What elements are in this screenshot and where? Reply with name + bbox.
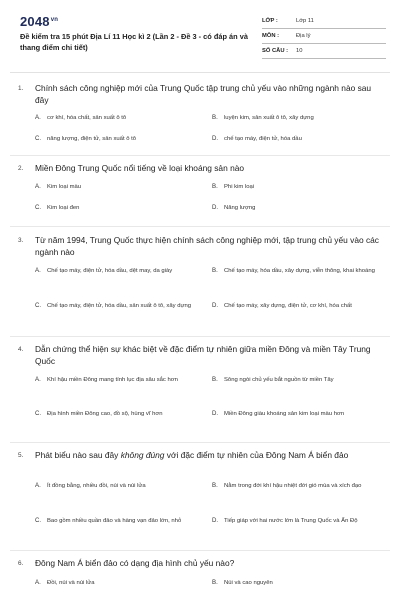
question-3: [18, 234, 382, 309]
option-text: cơ khí, hóa chất, sản xuất ô tô: [47, 115, 127, 121]
option-text: Chế tạo máy, điện tử, hóa dầu, sản xuất ô tô, xây dựng: [47, 303, 192, 309]
question-separator: [10, 442, 390, 443]
logo-text: 2048: [20, 14, 50, 29]
option-text: luyện kim, sản xuất ô tô, xây dựng: [224, 115, 314, 121]
option-a[interactable]: [35, 183, 205, 192]
question-text: Dẫn chứng thể hiện sự khác biệt về đặc điểm tự nhiên giữa miền Đông và miền Tây Trung Quốc: [35, 344, 371, 366]
option-d[interactable]: [212, 410, 382, 419]
meta-value: Lớp 11: [296, 18, 314, 24]
question-4: [18, 343, 382, 417]
option-text: Núi và cao nguyên: [224, 580, 273, 586]
option-b[interactable]: [212, 114, 382, 123]
question-text: Chính sách công nghiệp mới của Trung Quốc tập trung chủ yếu vào những ngành nào sau đây: [35, 83, 372, 105]
option-letter: D.: [212, 410, 219, 417]
option-a[interactable]: [35, 114, 205, 123]
option-letter: C.: [35, 204, 42, 211]
question-number: 4.: [18, 346, 24, 353]
meta-count-row: [262, 44, 386, 59]
meta-class-row: [262, 14, 386, 29]
option-text: Miền Đông giàu khoáng sản kim loại màu hơn: [224, 411, 345, 417]
question-separator: [10, 155, 390, 156]
question-5: [18, 449, 382, 524]
option-letter: D.: [212, 302, 219, 309]
option-c[interactable]: [35, 410, 205, 419]
option-c[interactable]: [35, 204, 205, 213]
option-text: Khí hậu miền Đông mang tính lục địa sâu sắc hơn: [47, 377, 178, 383]
option-c[interactable]: [35, 302, 205, 311]
question-number: 2.: [18, 165, 24, 172]
meta-subject-row: [262, 29, 386, 44]
option-letter: D.: [212, 135, 219, 142]
option-text: Phi kim loại: [224, 184, 255, 190]
question-number: 5.: [18, 452, 24, 459]
option-letter: A.: [35, 267, 41, 274]
option-d[interactable]: [212, 517, 382, 526]
option-text: Địa hình miền Đông cao, đồ sộ, hùng vĩ hơn: [47, 411, 163, 417]
option-c[interactable]: [35, 517, 205, 526]
question-text: Đông Nam Á biển đảo có dạng địa hình chủ yếu nào?: [35, 558, 235, 568]
option-d[interactable]: [212, 302, 382, 311]
question-separator: [10, 226, 390, 227]
option-b[interactable]: [212, 267, 382, 276]
option-text: Ít đồng bằng, nhiều đồi, núi và núi lửa: [47, 483, 146, 489]
option-text: Nằm trong đới khí hậu nhiệt đới gió mùa và xích đạo: [224, 483, 362, 489]
option-text: Kim loại màu: [47, 184, 82, 190]
site-logo[interactable]: [20, 14, 58, 29]
option-b[interactable]: [212, 579, 382, 588]
option-text: Sông ngòi chủ yếu bắt nguồn từ miền Tây: [224, 377, 334, 383]
option-a[interactable]: [35, 376, 205, 385]
question-text: Từ năm 1994, Trung Quốc thực hiện chính sách công nghiệp mới, tập trung chủ yếu vào các ngành nào: [35, 235, 379, 257]
option-letter: B.: [212, 183, 218, 190]
emphasis-text: không đúng: [120, 450, 165, 460]
option-text: chế tạo máy, điện tử, hóa dầu: [224, 136, 302, 142]
option-letter: C.: [35, 410, 42, 417]
option-b[interactable]: [212, 376, 382, 385]
option-letter: B.: [212, 267, 218, 274]
option-letter: A.: [35, 114, 41, 121]
option-text: Chế tạo máy, điện tử, hóa dầu, dệt may, da giày: [47, 268, 173, 274]
option-letter: B.: [212, 579, 218, 586]
option-letter: B.: [212, 482, 218, 489]
exam-title: Đề kiểm tra 15 phút Địa Lí 11 Học kì 2 (Lần 2 - Đề 3 - có đáp án và thang điểm chi tiết): [20, 32, 248, 52]
meta-label: MÔN :: [262, 33, 280, 39]
option-text: Chế tạo máy, hóa dầu, xây dựng, viễn thông, khai khoáng: [224, 268, 375, 274]
option-text: Bao gồm nhiều quần đảo và hàng vạn đảo lớn, nhỏ: [47, 518, 182, 524]
option-letter: B.: [212, 114, 218, 121]
question-2: [18, 162, 382, 211]
header-divider: [10, 72, 390, 73]
option-text: Kim loại đen: [47, 205, 80, 211]
option-letter: A.: [35, 482, 41, 489]
meta-value: 10: [296, 48, 303, 54]
meta-label: LỚP :: [262, 18, 278, 24]
option-text: Chế tạo máy, xây dựng, điện tử, cơ khí, hóa chất: [224, 303, 352, 309]
question-separator: [10, 550, 390, 551]
question-number: 6.: [18, 560, 24, 567]
option-letter: D.: [212, 204, 219, 211]
option-c[interactable]: [35, 135, 205, 144]
question-text: Phát biểu nào sau đây không đúng với đặc điểm tự nhiên của Đông Nam Á biển đảo: [35, 450, 349, 460]
question-separator: [10, 336, 390, 337]
question-1: [18, 82, 382, 142]
option-letter: C.: [35, 302, 42, 309]
option-b[interactable]: [212, 183, 382, 192]
meta-label: SỐ CÂU :: [262, 48, 289, 54]
option-b[interactable]: [212, 482, 382, 491]
option-a[interactable]: [35, 267, 205, 276]
option-letter: A.: [35, 183, 41, 190]
exam-header: [14, 10, 386, 68]
logo-suffix: vn: [50, 16, 59, 23]
option-letter: D.: [212, 517, 219, 524]
question-number: 3.: [18, 237, 24, 244]
option-d[interactable]: [212, 204, 382, 213]
option-letter: C.: [35, 517, 42, 524]
option-letter: A.: [35, 376, 41, 383]
meta-value: Địa lý: [296, 33, 311, 39]
option-letter: C.: [35, 135, 42, 142]
question-6: [18, 557, 382, 586]
question-number: 1.: [18, 85, 24, 92]
exam-meta: [262, 14, 386, 59]
option-text: Tiếp giáp với hai nước lớn là Trung Quốc và Ấn Độ: [224, 518, 358, 524]
option-text: Đồi, núi và núi lửa: [47, 580, 95, 586]
option-text: năng lượng, điện tử, sản xuất ô tô: [47, 136, 137, 142]
option-a[interactable]: [35, 482, 205, 491]
option-d[interactable]: [212, 135, 382, 144]
option-letter: B.: [212, 376, 218, 383]
option-a[interactable]: [35, 579, 205, 588]
option-text: Năng lượng: [224, 205, 256, 211]
option-letter: A.: [35, 579, 41, 586]
question-text: Miền Đông Trung Quốc nổi tiếng về loại khoáng sản nào: [35, 163, 245, 173]
